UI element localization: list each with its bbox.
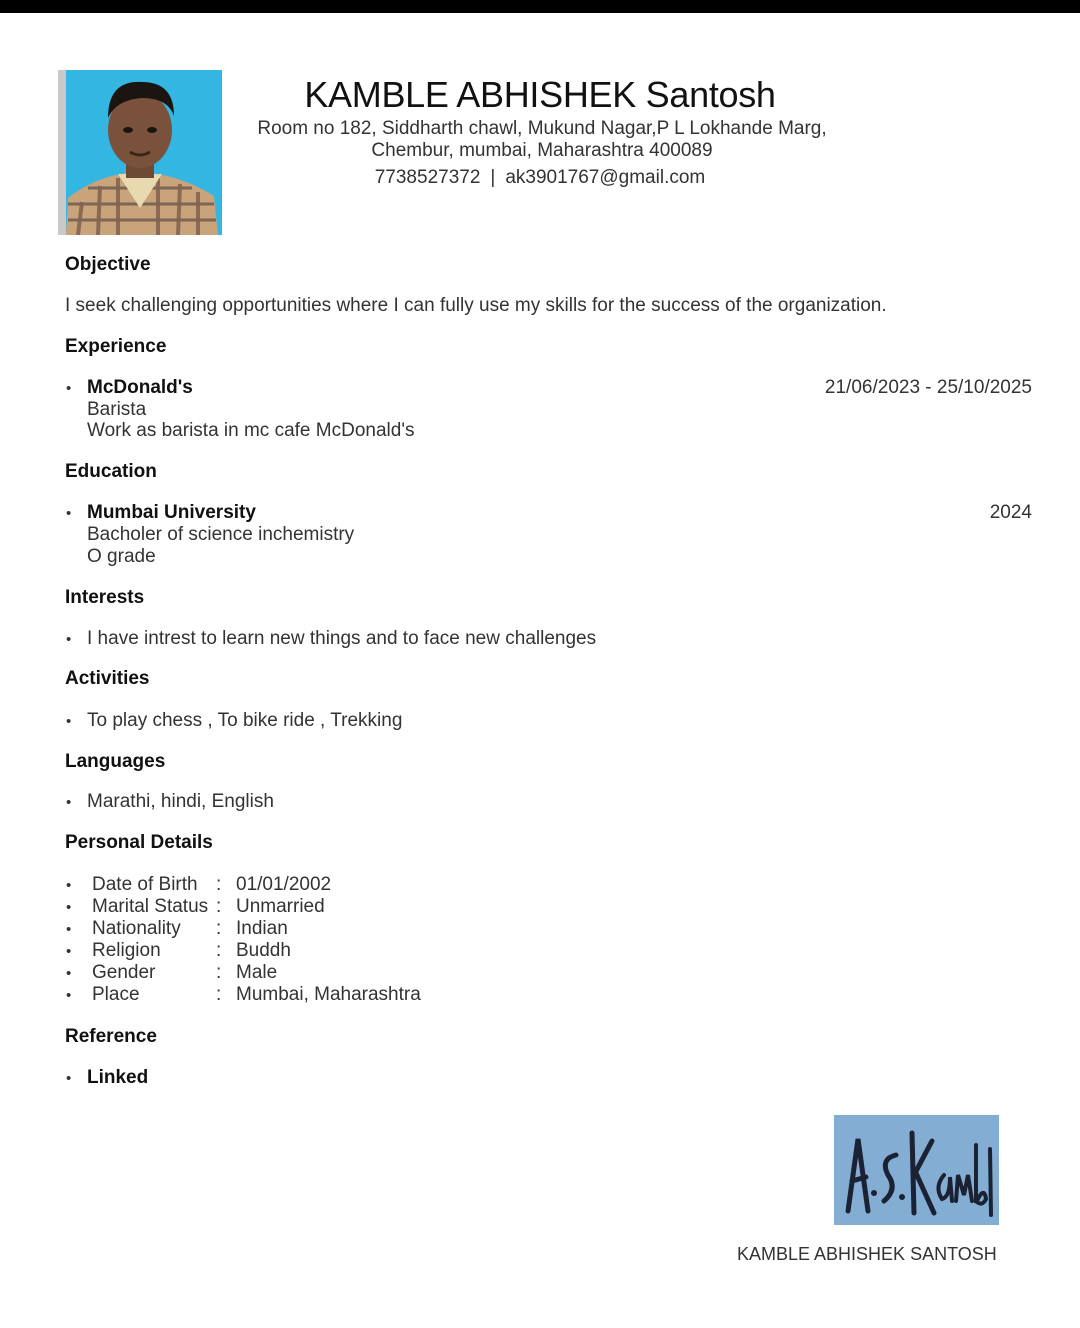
- bullet: •: [66, 987, 72, 1004]
- contact-line: [240, 167, 840, 189]
- experience-heading: Experience: [65, 336, 167, 357]
- address-line-1: Room no 182, Siddharth chawl, Mukund Nagar,P L Lokhande Marg,: [257, 118, 827, 139]
- detail-value-marital-status: Unmarried: [236, 896, 325, 917]
- detail-value-nationality: Indian: [236, 918, 288, 939]
- languages-heading: Languages: [65, 751, 166, 772]
- reference-item: Linked: [87, 1067, 149, 1088]
- phone-number: 7738527372: [374, 167, 481, 188]
- experience-company: McDonald's: [87, 377, 193, 398]
- profile-photo: [58, 70, 222, 235]
- activity-item: To play chess , To bike ride , Trekking: [87, 710, 403, 731]
- personal-details-heading: Personal Details: [65, 832, 213, 853]
- detail-colon: :: [216, 984, 222, 1005]
- bullet: •: [66, 713, 72, 730]
- objective-heading: Objective: [65, 254, 151, 275]
- activities-heading: Activities: [65, 668, 150, 689]
- bullet: •: [66, 1070, 72, 1087]
- education-institution: Mumbai University: [87, 502, 256, 523]
- bullet: •: [66, 965, 72, 982]
- detail-label-nationality: Nationality: [92, 918, 181, 939]
- detail-label-religion: Religion: [92, 940, 161, 961]
- detail-value-religion: Buddh: [236, 940, 291, 961]
- detail-colon: :: [216, 962, 222, 983]
- detail-value-dob: 01/01/2002: [236, 874, 332, 895]
- reference-heading: Reference: [65, 1026, 157, 1047]
- detail-label-marital-status: Marital Status: [92, 896, 209, 917]
- address-line-2: Chembur, mumbai, Maharashtra 400089: [371, 140, 713, 161]
- detail-label-place: Place: [92, 984, 140, 1005]
- bullet: •: [66, 921, 72, 938]
- signature-name: KAMBLE ABHISHEK SANTOSH: [737, 1244, 997, 1264]
- education-degree: Bacholer of science inchemistry: [87, 524, 355, 545]
- detail-label-dob: Date of Birth: [92, 874, 198, 895]
- bullet: •: [66, 380, 72, 397]
- objective-text: I seek challenging opportunities where I can fully use my skills for the success of the organization.: [65, 295, 887, 316]
- bullet: •: [66, 899, 72, 916]
- detail-colon: :: [216, 874, 222, 895]
- experience-description: Work as barista in mc cafe McDonald's: [87, 420, 415, 441]
- top-border: [0, 0, 1080, 13]
- bullet: •: [66, 877, 72, 894]
- detail-value-place: Mumbai, Maharashtra: [236, 984, 421, 1005]
- email-address: ak3901767@gmail.com: [505, 167, 706, 188]
- interest-item: I have intrest to learn new things and to face new challenges: [87, 628, 597, 649]
- education-year: 2024: [989, 502, 1032, 523]
- experience-dates: 21/06/2023 - 25/10/2025: [824, 377, 1032, 398]
- detail-value-gender: Male: [236, 962, 278, 983]
- education-grade: O grade: [87, 546, 156, 567]
- language-item: Marathi, hindi, English: [87, 791, 274, 812]
- candidate-name: KAMBLE ABHISHEK Santosh: [304, 74, 776, 115]
- signature-image: [834, 1115, 999, 1225]
- bullet: •: [66, 505, 72, 522]
- address: [200, 118, 884, 162]
- contact-separator: |: [490, 167, 496, 188]
- bullet: •: [66, 631, 72, 648]
- detail-label-gender: Gender: [92, 962, 156, 983]
- experience-role: Barista: [87, 399, 147, 420]
- bullet: •: [66, 794, 72, 811]
- education-heading: Education: [65, 461, 157, 482]
- detail-colon: :: [216, 940, 222, 961]
- bullet: •: [66, 943, 72, 960]
- detail-colon: :: [216, 896, 222, 917]
- detail-colon: :: [216, 918, 222, 939]
- interests-heading: Interests: [65, 587, 145, 608]
